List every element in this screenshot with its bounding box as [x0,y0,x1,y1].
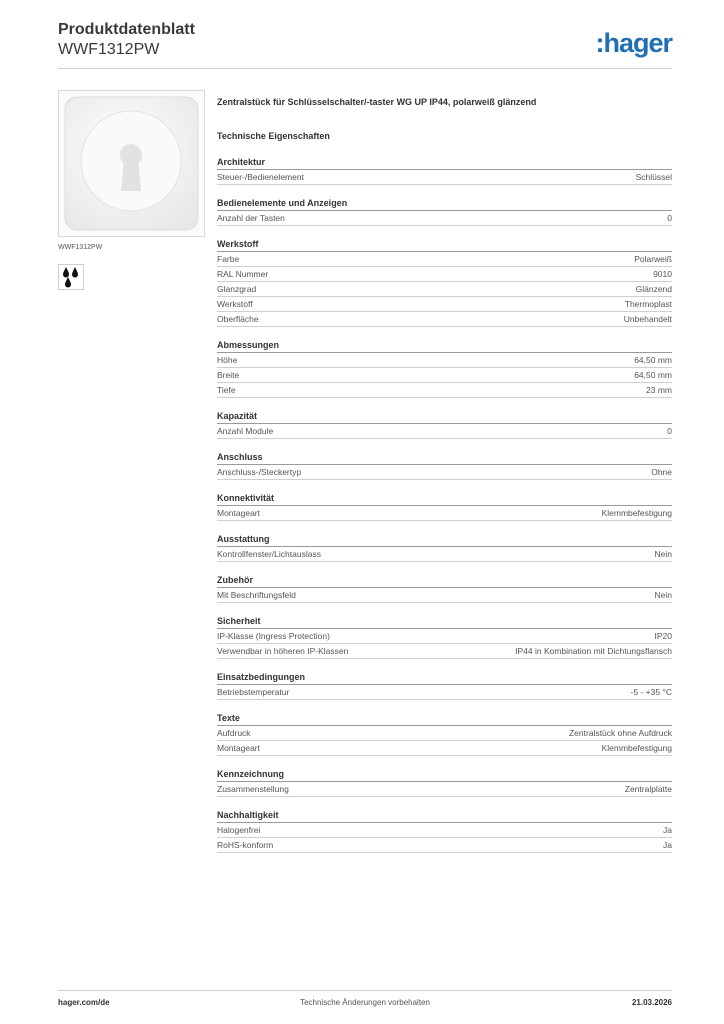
spec-group [217,809,672,853]
hager-logo: :hager [595,28,672,58]
spec-label: Halogenfrei [217,825,261,835]
spec-value: Polarweiß [634,254,672,264]
spec-group [217,492,672,521]
spec-label: Anzahl der Tasten [217,213,285,223]
spec-row [217,685,672,700]
spec-group [217,712,672,756]
spec-group-title: Nachhaltigkeit [217,809,672,823]
spec-content [217,96,672,865]
spec-group [217,451,672,480]
spec-value: 9010 [653,269,672,279]
spec-row [217,782,672,797]
spec-value: IP44 in Kombination mit Dichtungsflansch [515,646,672,656]
spec-label: Oberfläche [217,314,259,324]
spec-value: 0 [667,426,672,436]
spec-group [217,574,672,603]
spec-label: Mit Beschriftungsfeld [217,590,296,600]
spec-label: Anschluss-/Steckertyp [217,467,302,477]
spec-row [217,547,672,562]
spec-value: 23 mm [646,385,672,395]
spec-group-title: Kennzeichnung [217,768,672,782]
spec-label: Tiefe [217,385,236,395]
spec-row [217,644,672,659]
spec-value: Ja [663,840,672,850]
spec-row [217,424,672,439]
spec-row [217,170,672,185]
spec-row [217,629,672,644]
spec-label: Breite [217,370,240,380]
spec-group-title: Sicherheit [217,615,672,629]
spec-value: Zentralstück ohne Aufdruck [568,728,672,738]
header-divider [58,68,672,69]
spec-value: 64,50 mm [634,370,672,380]
spec-group-title: Bedienelemente und Anzeigen [217,197,672,211]
spec-row [217,353,672,368]
spec-row [217,312,672,327]
spec-value: Ohne [651,467,672,477]
spec-group-title: Architektur [217,156,672,170]
spec-group [217,410,672,439]
spec-value: Unbehandelt [623,314,672,324]
spec-row [217,282,672,297]
technical-properties-heading: Technische Eigenschaften [217,131,330,141]
spec-label: IP-Klasse (Ingress Protection) [217,631,330,641]
image-caption: WWF1312PW [58,244,103,251]
spec-group-title: Ausstattung [217,533,672,547]
spec-group [217,197,672,226]
spec-group-title: Kapazität [217,410,672,424]
spec-label: Montageart [217,743,260,753]
spec-group [217,671,672,700]
spec-value: Nein [654,590,672,600]
product-image [58,90,205,237]
spec-value: IP20 [654,631,672,641]
spec-value: 0 [667,213,672,223]
spec-label: Kontrollfenster/Lichtauslass [217,549,321,559]
spec-value: Klemmbefestigung [601,743,672,753]
spec-label: Farbe [217,254,240,264]
spec-value: Zentralplatte [624,784,672,794]
footer-website[interactable]: hager.com/de [58,998,110,1007]
ip44-water-drops-icon [58,264,84,290]
spec-groups [217,156,672,853]
spec-group [217,615,672,659]
spec-label: Werkstoff [217,299,253,309]
spec-row [217,506,672,521]
spec-group [217,339,672,398]
spec-value: Glänzend [635,284,672,294]
spec-label: RoHS-konform [217,840,274,850]
spec-group-title: Einsatzbedingungen [217,671,672,685]
spec-row [217,383,672,398]
spec-row [217,588,672,603]
spec-row [217,823,672,838]
spec-label: Aufdruck [217,728,251,738]
spec-row [217,211,672,226]
spec-group-title: Konnektivität [217,492,672,506]
spec-label: Anzahl Module [217,426,274,436]
spec-group [217,533,672,562]
spec-row [217,368,672,383]
spec-group-title: Werkstoff [217,238,672,252]
spec-value: Nein [654,549,672,559]
spec-value: Thermoplast [624,299,672,309]
spec-label: Betriebstemperatur [217,687,290,697]
footer-note: Technische Änderungen vorbehalten [300,998,430,1007]
spec-row [217,267,672,282]
spec-row [217,252,672,267]
product-description: Zentralstück für Schlüsselschalter/-taster WG UP IP44, polarweiß glänzend [217,97,537,107]
spec-row [217,726,672,741]
spec-label: Montageart [217,508,260,518]
spec-group-title: Anschluss [217,451,672,465]
spec-row [217,465,672,480]
spec-group-title: Zubehör [217,574,672,588]
spec-value: Klemmbefestigung [601,508,672,518]
document-title: Produktdatenblatt [58,21,195,38]
spec-value: 64,50 mm [634,355,672,365]
spec-label: Höhe [217,355,238,365]
product-code: WWF1312PW [58,41,160,58]
spec-label: Glanzgrad [217,284,257,294]
spec-label: Verwendbar in höheren IP-Klassen [217,646,349,656]
spec-value: -5 - +35 °C [630,687,672,697]
spec-label: Zusammenstellung [217,784,289,794]
key-switch-plate-image [59,91,204,236]
spec-group [217,238,672,327]
footer-divider [58,990,672,991]
spec-group-title: Abmessungen [217,339,672,353]
spec-group [217,156,672,185]
spec-value: Ja [663,825,672,835]
spec-label: RAL Nummer [217,269,269,279]
footer-date: 21.03.2026 [631,998,672,1007]
page-header [58,20,672,60]
spec-row [217,741,672,756]
page-footer [58,998,672,1010]
spec-group-title: Texte [217,712,672,726]
spec-row [217,297,672,312]
spec-row [217,838,672,853]
spec-value: Schlüssel [635,172,672,182]
spec-label: Steuer-/Bedienelement [217,172,304,182]
spec-group [217,768,672,797]
